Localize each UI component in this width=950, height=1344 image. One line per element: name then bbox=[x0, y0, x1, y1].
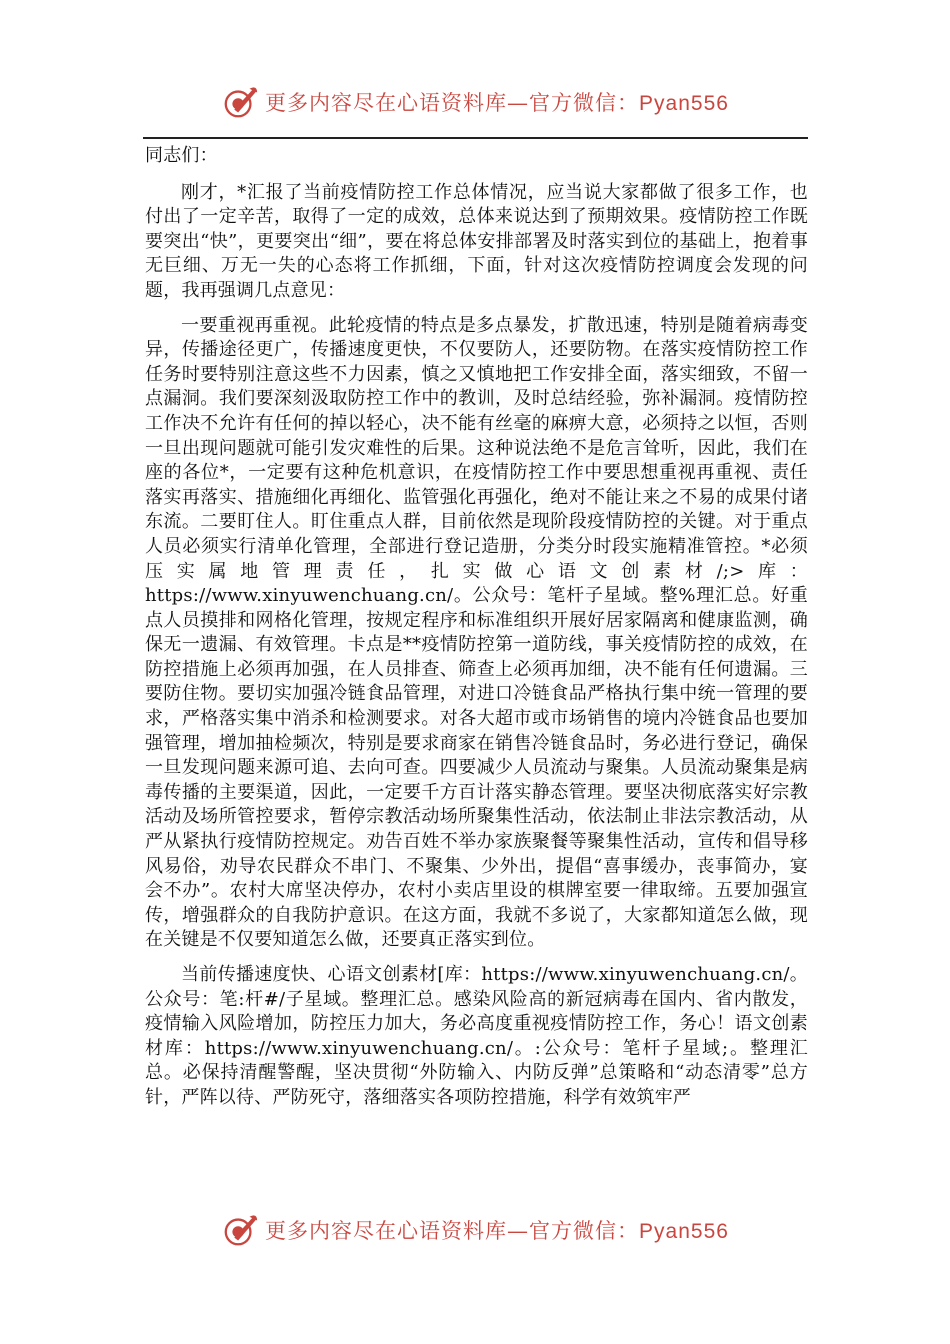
header-banner-label: 更多内容尽在心语资料库—官方微信： bbox=[265, 91, 640, 115]
footer-banner-text bbox=[265, 1215, 729, 1245]
paragraph-intro: 刚才，*汇报了当前疫情防控工作总体情况，应当说大家都做了很多工作，也付出了一定辛苦，取得了一定的成效，总体来说达到了预期效果。疫情防控工作既要突出“快”，更要突出“细”，要在将总体安排部署及时落实到位的基础上，抱着事无巨细、万无一失的心态将工作抓细，下面，针对这次疫情防控调度会发现的问题，我再强调几点意见： bbox=[145, 181, 808, 301]
paragraph-current-situation: 当前传播速度快、心语文创素材[库：https://www.xinyuwenchuang.cn/。公众号：笔:杆#/子星域。整理汇总。感染风险高的新冠病毒在国内、省内散发，疫情输入风险增加，防控压力加大，务必高度重视疫情防控工作，务心！语文创素材库：https://www.xinyuwenchuang.cn/。:公众号：笔杆子星域;。整理汇总。必保持清醒警醒，坚决贯彻“外防输入、内防反弹”总策略和“动态清零”总方针，严阵以待、严防死守，落细落实各项防控措施，科学有效筑牢严 bbox=[145, 964, 808, 1108]
salutation: 同志们： bbox=[145, 145, 218, 166]
header-divider bbox=[143, 137, 808, 139]
paragraph-main-points: 一要重视再重视。此轮疫情的特点是多点暴发，扩散迅速，特别是随着病毒变异，传播途径更广，传播速度更快，不仅要防人，还要防物。在落实疫情防控工作任务时要特别注意这些不力因素，慎之又慎地把工作安排全面，落实细致，不留一点漏洞。我们要深刻汲取防控工作中的教训，及时总结经验，弥补漏洞。疫情防控工作决不允许有任何的掉以轻心，决不能有丝毫的麻痹大意，必须持之以恒，否则一旦出现问题就可能引发灾难性的后果。这种说法绝不是危言耸听，因此，我们在座的各位*，一定要有这种危机意识，在疫情防控工作中要思想重视再重视、责任落实再落实、措施细化再细化、监管强化再强化，绝对不能让来之不易的成果付诸东流。二要盯住人。盯住重点人群，目前依然是现阶段疫情防控的关键。对于重点人员必须实行清单化管理，全部进行登记造册，分类分时段实施精准管控。*必须压实属地管理责任，扎实做心语文创素材/;>库：https://www.xinyuwenchuang.cn/。公众号：笔杆子星域。整%理汇总。好重点人员摸排和网格化管理，按规定程序和标准组织开展好居家隔离和健康监测，确保无一遗漏、有效管理。卡点是**疫情防控第一道防线，事关疫情防控的成效，在防控措施上必须再加强，在人员排查、筛查上必须再加细，决不能有任何遗漏。三要防住物。要切实加强冷链食品管理，对进口冷链食品严格执行集中统一管理的要求，严格落实集中消杀和检测要求。对各大超市或市场销售的境内冷链食品也要加强管理，增加抽检频次，特别是要求商家在销售冷链食品时，务必进行登记，确保一旦发现问题来源可追、去向可查。四要减少人员流动与聚集。人员流动聚集是病毒传播的主要渠道，因此，一定要千方百计落实静态管理。要坚决彻底落实好宗教活动及场所管控要求，暂停宗教活动场所聚集性活动，依法制止非法宗教活动，从严从紧执行疫情防控规定。劝告百姓不举办家族聚餐等聚集性活动，宣传和倡导移风易俗，劝导农民群众不串门、不聚集、少外出，提倡“喜事缓办，丧事简办，宴会不办”。农村大席坚决停办，农村小卖店里设的棋牌室要一律取缔。五要加强宣传，增强群众的自我防护意识。在这方面，我就不多说了，大家都知道怎么做，现在关键是不仅要知道怎么做，还要真正落实到位。 bbox=[145, 314, 808, 951]
quill-pen-seal-icon bbox=[221, 1211, 259, 1249]
footer-banner-label: 更多内容尽在心语资料库—官方微信： bbox=[265, 1219, 640, 1243]
footer-wechat-id: Pyan556 bbox=[639, 1220, 729, 1243]
footer-banner bbox=[0, 1208, 950, 1252]
header-banner-text bbox=[265, 87, 729, 117]
header-banner bbox=[0, 80, 950, 124]
document-body bbox=[145, 144, 808, 1111]
quill-pen-seal-icon bbox=[221, 83, 259, 121]
header-wechat-id: Pyan556 bbox=[639, 92, 729, 115]
